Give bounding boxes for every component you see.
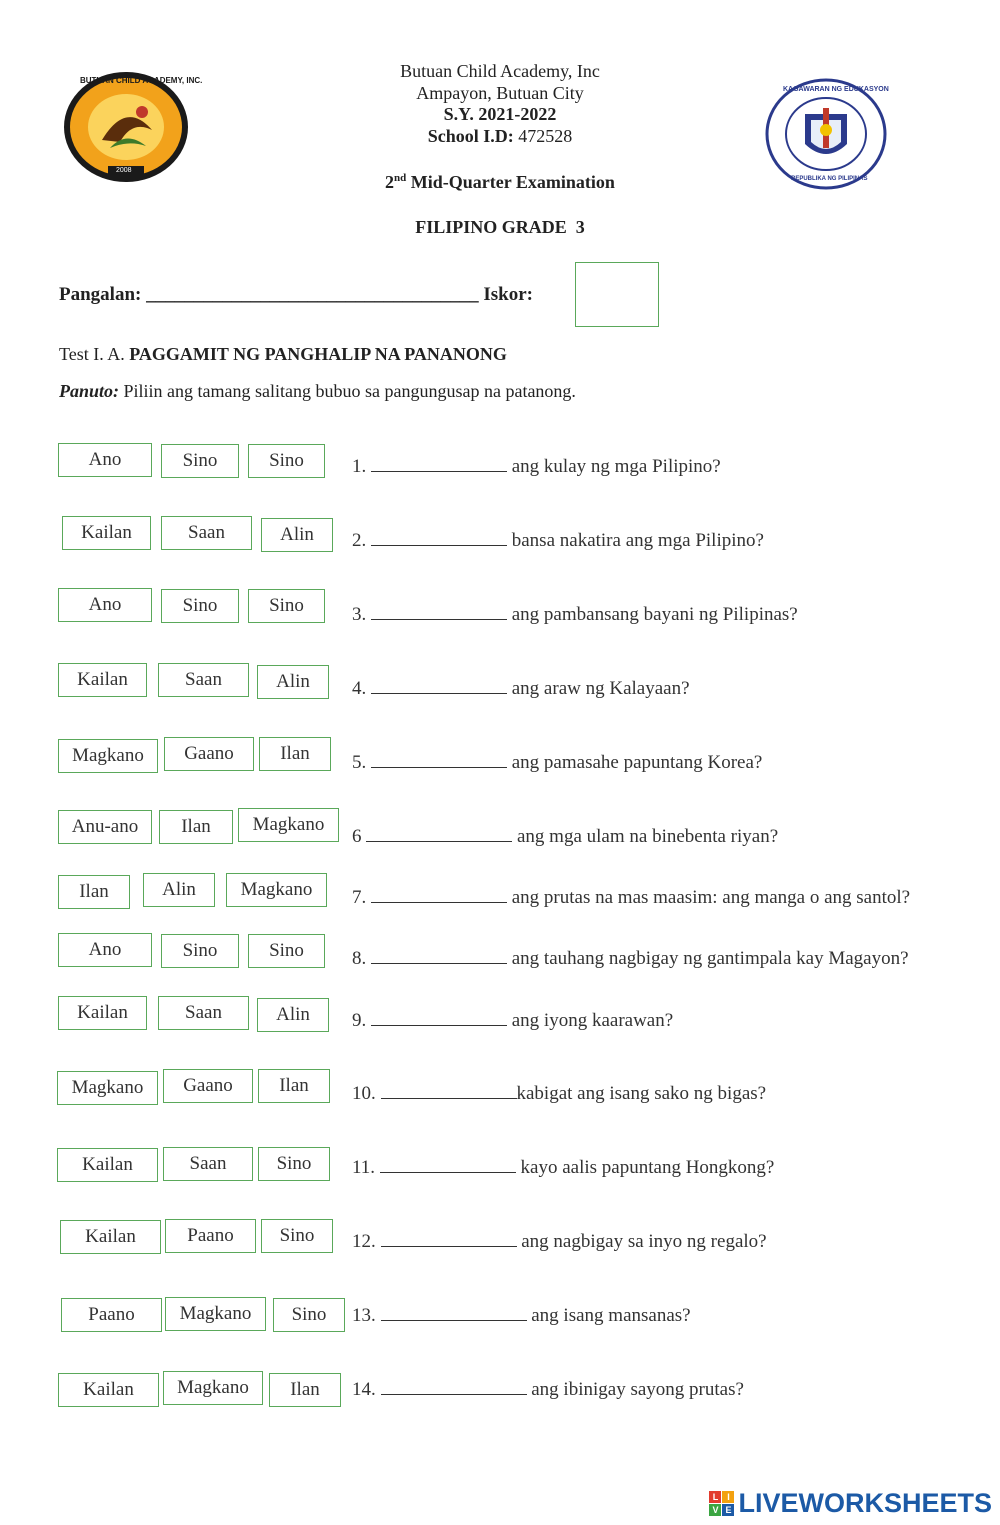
q3-text: ang pambansang bayani ng Pilipinas? [511,604,798,625]
school-year: S.Y. 2021-2022 [443,104,557,124]
question-1 [352,455,721,478]
q2-answer-blank[interactable] [371,529,507,546]
q14-number: 14. [352,1379,376,1400]
q2-number: 2. [352,530,367,551]
brand-icon [709,1491,734,1516]
q2-option-2[interactable]: Saan [161,516,252,550]
q9-option-1[interactable]: Kailan [58,996,147,1030]
liveworksheets-brand[interactable] [709,1488,992,1519]
q5-text: ang pamasahe papuntang Korea? [511,752,763,773]
q9-number: 9. [352,1010,367,1031]
q12-text: ang nagbigay sa inyo ng regalo? [521,1231,767,1252]
instructions [59,381,576,402]
test-heading [59,344,507,365]
q8-number: 8. [352,948,367,969]
q8-option-1[interactable]: Ano [58,933,152,967]
school-logo [62,70,203,185]
test-prefix: Test I. A. [59,344,125,364]
brand-icon-letter: E [722,1504,734,1516]
q1-number: 1. [352,456,367,477]
q2-text: bansa nakatira ang mga Pilipino? [511,530,764,551]
exam-title-text: Mid-Quarter Examination [410,172,615,192]
q13-answer-blank[interactable] [381,1304,527,1321]
q5-answer-blank[interactable] [371,751,507,768]
question-9 [352,1009,673,1032]
deped-seal [765,78,887,190]
q9-option-3[interactable]: Alin [257,998,329,1032]
q1-option-3[interactable]: Sino [248,444,325,478]
q4-text: ang araw ng Kalayaan? [511,678,690,699]
score-label: Iskor: [483,284,533,305]
q11-option-2[interactable]: Saan [163,1147,253,1181]
q13-number: 13. [352,1305,376,1326]
brand-text: LIVEWORKSHEETS [738,1488,992,1518]
q8-option-3[interactable]: Sino [248,934,325,968]
q7-option-3[interactable]: Magkano [226,873,327,907]
q11-text: kayo aalis papuntang Hongkong? [520,1157,775,1178]
name-row [59,284,533,306]
question-7 [352,886,910,909]
q1-option-1[interactable]: Ano [58,443,152,477]
q2-option-3[interactable]: Alin [261,518,333,552]
question-11 [352,1156,774,1179]
q14-option-2[interactable]: Magkano [163,1371,263,1405]
q6-option-1[interactable]: Anu-ano [58,810,152,844]
q6-number: 6 [352,826,362,847]
q10-text: kabigat ang isang sako ng bigas? [516,1083,767,1104]
question-3 [352,603,798,626]
question-4 [352,677,690,700]
brand-icon-letter: L [709,1491,721,1503]
q8-option-2[interactable]: Sino [161,934,239,968]
q12-number: 12. [352,1231,376,1252]
q9-option-2[interactable]: Saan [158,996,249,1030]
q14-answer-blank[interactable] [381,1378,527,1395]
score-box[interactable] [575,262,659,327]
test-title: PAGGAMIT NG PANGHALIP NA PANANONG [129,344,507,364]
q13-option-3[interactable]: Sino [273,1298,345,1332]
question-10 [352,1082,766,1105]
school-address: Ampayon, Butuan City [416,83,584,103]
q11-option-1[interactable]: Kailan [57,1148,158,1182]
brand-icon-letter: V [709,1504,721,1516]
question-13 [352,1304,691,1327]
q8-text: ang tauhang nagbigay ng gantimpala kay Magayon? [511,948,909,969]
q6-answer-blank[interactable] [366,825,512,842]
q12-option-2[interactable]: Paano [165,1219,256,1253]
exam-number-suffix: nd [394,172,407,184]
school-logo-year: 2008 [116,167,132,174]
q13-option-2[interactable]: Magkano [165,1297,266,1331]
q7-answer-blank[interactable] [371,886,507,903]
q14-option-1[interactable]: Kailan [58,1373,159,1407]
q1-text: ang kulay ng mga Pilipino? [511,456,721,477]
q4-answer-blank[interactable] [371,677,507,694]
q3-answer-blank[interactable] [371,603,507,620]
q1-answer-blank[interactable] [371,455,507,472]
q6-option-3[interactable]: Magkano [238,808,339,842]
name-field[interactable]: ___________________________________ [146,284,479,305]
q4-option-2[interactable]: Saan [158,663,249,697]
q7-text: ang prutas na mas maasim: ang manga o ang santol? [511,887,911,908]
q10-option-2[interactable]: Gaano [163,1069,253,1103]
q6-option-2[interactable]: Ilan [159,810,233,844]
q4-option-1[interactable]: Kailan [58,663,147,697]
question-5 [352,751,762,774]
school-logo-text: BUTUAN CHILD ACADEMY, INC. [80,76,203,85]
school-id-label: School I.D: [427,126,514,146]
q3-number: 3. [352,604,367,625]
question-6 [352,825,778,848]
q14-option-3[interactable]: Ilan [269,1373,341,1407]
exam-number: 2 [385,172,395,192]
question-8 [352,947,909,970]
q8-answer-blank[interactable] [371,947,507,964]
q5-option-3[interactable]: Ilan [259,737,331,771]
q3-option-1[interactable]: Ano [58,588,152,622]
q9-answer-blank[interactable] [371,1009,507,1026]
q7-option-1[interactable]: Ilan [58,875,130,909]
q7-number: 7. [352,887,367,908]
question-14 [352,1378,744,1401]
q5-option-2[interactable]: Gaano [164,737,254,771]
q2-option-1[interactable]: Kailan [62,516,151,550]
question-2 [352,529,764,552]
q13-text: ang isang mansanas? [531,1305,691,1326]
q1-option-2[interactable]: Sino [161,444,239,478]
school-id [300,126,700,147]
q4-number: 4. [352,678,367,699]
q10-option-1[interactable]: Magkano [57,1071,158,1105]
q3-option-3[interactable]: Sino [248,589,325,623]
deped-seal-text-bottom: REPUBLIKA NG PILIPINAS [791,176,868,182]
question-12 [352,1230,767,1253]
q11-number: 11. [352,1157,376,1178]
q11-option-3[interactable]: Sino [258,1147,330,1181]
q9-text: ang iyong kaarawan? [511,1010,674,1031]
q12-option-1[interactable]: Kailan [60,1220,161,1254]
brand-icon-letter: I [722,1491,734,1503]
q3-option-2[interactable]: Sino [161,589,239,623]
q10-option-3[interactable]: Ilan [258,1069,330,1103]
q14-text: ang ibinigay sayong prutas? [531,1379,744,1400]
deped-seal-text-top: KAGAWARAN NG EDUKASYON [783,86,889,93]
exam-title [300,172,700,193]
subject-title: FILIPINO GRADE 3 [415,217,585,237]
q7-option-2[interactable]: Alin [143,873,215,907]
q12-answer-blank[interactable] [381,1230,517,1247]
q11-answer-blank[interactable] [380,1156,516,1173]
q12-option-3[interactable]: Sino [261,1219,333,1253]
name-label: Pangalan: [59,284,142,305]
q10-answer-blank[interactable] [381,1082,517,1099]
q5-option-1[interactable]: Magkano [58,739,158,773]
school-name: Butuan Child Academy, Inc [400,61,600,81]
q4-option-3[interactable]: Alin [257,665,329,699]
q10-number: 10. [352,1083,376,1104]
q13-option-1[interactable]: Paano [61,1298,162,1332]
q5-number: 5. [352,752,367,773]
school-id-value: 472528 [518,126,573,146]
instruction-text: Piliin ang tamang salitang bubuo sa pangungusap na patanong. [119,381,576,401]
q6-text: ang mga ulam na binebenta riyan? [517,826,779,847]
instruction-label: Panuto: [59,381,120,401]
